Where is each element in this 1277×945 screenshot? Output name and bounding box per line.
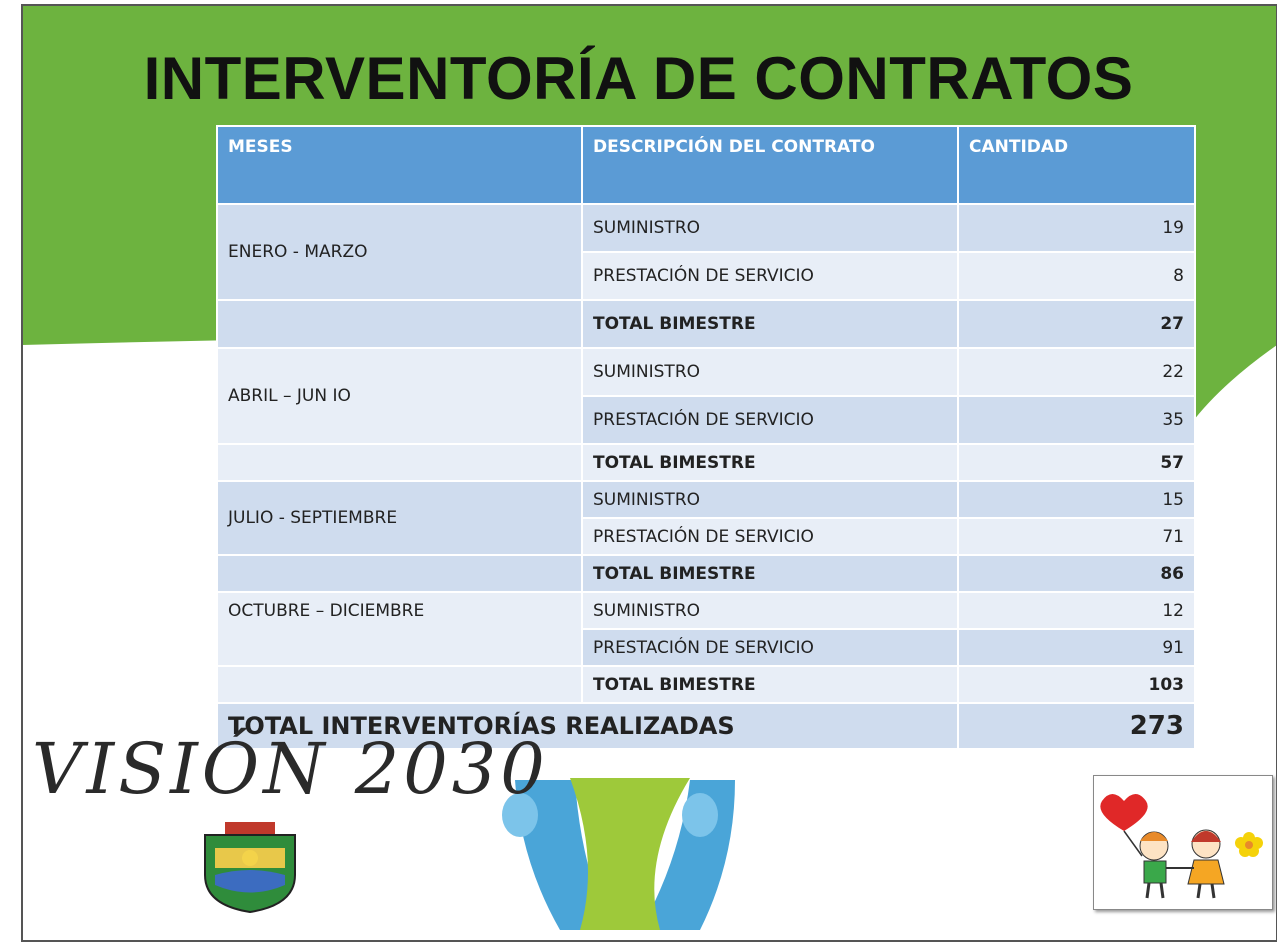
header-descripcion: DESCRIPCIÓN DEL CONTRATO (582, 126, 958, 204)
header-cantidad: CANTIDAD (958, 126, 1195, 204)
header-meses: MESES (217, 126, 582, 204)
description-cell: PRESTACIÓN DE SERVICIO (582, 396, 958, 444)
table-row (217, 300, 1195, 348)
month-cell (217, 444, 582, 481)
total-label-cell: TOTAL BIMESTRE (582, 555, 958, 592)
table-row (217, 348, 1195, 396)
total-value-cell: 86 (958, 555, 1195, 592)
total-value-cell: 27 (958, 300, 1195, 348)
quantity-cell: 35 (958, 396, 1195, 444)
month-cell (217, 300, 582, 348)
contracts-table (216, 125, 1196, 750)
quantity-cell: 22 (958, 348, 1195, 396)
table-row (217, 444, 1195, 481)
description-cell: SUMINISTRO (582, 481, 958, 518)
page-title: INTERVENTORÍA DE CONTRATOS (143, 45, 1134, 112)
table-row (217, 204, 1195, 252)
kids-drawing (1094, 776, 1272, 909)
quantity-cell: 19 (958, 204, 1195, 252)
grand-total-label: TOTAL INTERVENTORÍAS REALIZADAS (217, 703, 958, 749)
table-row (217, 592, 1195, 629)
description-cell: SUMINISTRO (582, 204, 958, 252)
vision-logo-text: VISIÓN 2030 (32, 728, 549, 810)
total-value-cell: 103 (958, 666, 1195, 703)
description-cell: SUMINISTRO (582, 592, 958, 629)
quantity-cell: 71 (958, 518, 1195, 555)
month-cell: JULIO - SEPTIEMBRE (217, 481, 582, 555)
quantity-cell: 91 (958, 629, 1195, 666)
heart-balloon (1100, 794, 1147, 831)
month-cell: ENERO - MARZO (217, 204, 582, 300)
total-label-cell: TOTAL BIMESTRE (582, 300, 958, 348)
month-cell: ABRIL – JUN IO (217, 348, 582, 444)
month-cell (217, 555, 582, 592)
quantity-cell: 12 (958, 592, 1195, 629)
quantity-cell: 15 (958, 481, 1195, 518)
table-row (217, 666, 1195, 703)
table-row (217, 481, 1195, 518)
month-cell: OCTUBRE – DICIEMBRE (217, 592, 582, 666)
description-cell: PRESTACIÓN DE SERVICIO (582, 252, 958, 300)
description-cell: PRESTACIÓN DE SERVICIO (582, 518, 958, 555)
total-label-cell: TOTAL BIMESTRE (582, 666, 958, 703)
grand-total-value: 273 (958, 703, 1195, 749)
flower-icon (1235, 832, 1263, 857)
total-label-cell: TOTAL BIMESTRE (582, 444, 958, 481)
table-row (217, 555, 1195, 592)
quantity-cell: 8 (958, 252, 1195, 300)
description-cell: SUMINISTRO (582, 348, 958, 396)
table-header-row (217, 126, 1195, 204)
kids-illustration (1093, 775, 1273, 910)
coat-of-arms (205, 822, 295, 912)
month-cell (217, 666, 582, 703)
description-cell: PRESTACIÓN DE SERVICIO (582, 629, 958, 666)
total-value-cell: 57 (958, 444, 1195, 481)
